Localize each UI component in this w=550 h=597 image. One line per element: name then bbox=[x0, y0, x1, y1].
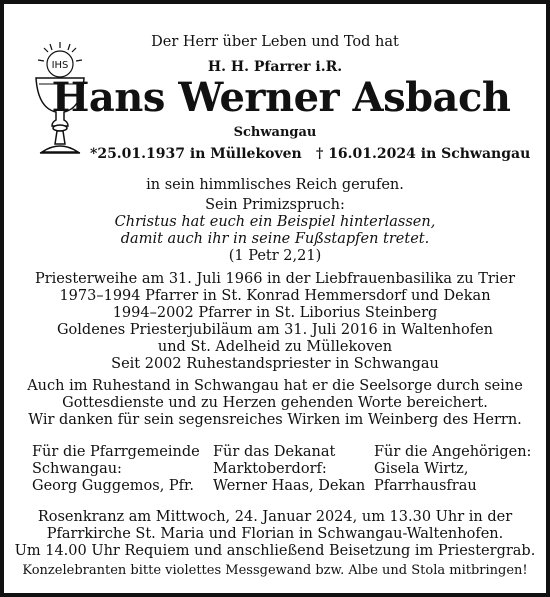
deceased-name: Hans Werner Asbach bbox=[51, 74, 511, 121]
tribute-line: Gottesdienste und zu Herzen gehenden Worte bereichert. bbox=[62, 395, 488, 411]
motto-quote-1: Christus hat euch ein Beispiel hinterlassen, bbox=[114, 214, 436, 230]
service-line: Um 14.00 Uhr Requiem und anschließend Beisetzung im Priestergrab. bbox=[14, 543, 536, 559]
career-line: 1994–2002 Pfarrer in St. Liborius Steinberg bbox=[112, 305, 438, 321]
tribute-line: Wir danken für sein segensreiches Wirken im Weinberg des Herrn. bbox=[28, 412, 522, 428]
signature-relatives: Für die Angehörigen: Gisela Wirtz, Pfarrhausfrau bbox=[374, 444, 532, 494]
service-block bbox=[4, 509, 546, 560]
concelebrant-note: Konzelebranten bitte violettes Messgewand bzw. Albe und Stola mitbringen! bbox=[22, 563, 528, 578]
motto-quote-2: damit auch ihr in seine Fußstapfen tretet. bbox=[120, 231, 430, 247]
birth-date: *25.01.1937 in Müllekoven bbox=[90, 146, 302, 162]
tribute-block bbox=[4, 378, 546, 429]
career-line: Goldenes Priesterjubiläum am 31. Juli 2016 in Waltenhofen bbox=[56, 322, 494, 338]
motto-block bbox=[4, 197, 546, 265]
motto-reference: (1 Petr 2,21) bbox=[228, 248, 322, 264]
career-line: Priesterweihe am 31. Juli 1966 in der Liebfrauenbasilika zu Trier bbox=[34, 271, 516, 287]
career-line: 1973–1994 Pfarrer in St. Konrad Hemmersdorf und Dekan bbox=[59, 288, 491, 304]
service-line: Rosenkranz am Mittwoch, 24. Januar 2024, um 13.30 Uhr in der bbox=[37, 509, 513, 525]
motto-heading: Sein Primizspruch: bbox=[205, 197, 345, 213]
signature-parish: Für die Pfarrgemeinde Schwangau: Georg Guggemos, Pfr. bbox=[32, 444, 200, 494]
title-line: H. H. Pfarrer i.R. bbox=[207, 59, 343, 75]
opening-line: Der Herr über Leben und Tod hat bbox=[151, 34, 399, 50]
signature-deanery: Für das Dekanat Marktoberdorf: Werner Haas, Dekan bbox=[213, 444, 366, 494]
host-inscription: IHS bbox=[51, 60, 69, 71]
career-block bbox=[4, 271, 546, 373]
place-line: Schwangau bbox=[233, 125, 317, 140]
service-line: Pfarrkirche St. Maria und Florian in Schwangau-Waltenhofen. bbox=[46, 526, 504, 542]
tribute-line: Auch im Ruhestand in Schwangau hat er die Seelsorge durch seine bbox=[27, 378, 523, 394]
death-date: † 16.01.2024 in Schwangau bbox=[316, 146, 531, 162]
called-line: in sein himmlisches Reich gerufen. bbox=[146, 177, 404, 193]
career-line: Seit 2002 Ruhestandspriester in Schwangau bbox=[111, 356, 439, 372]
career-line: und St. Adelheid zu Müllekoven bbox=[157, 339, 393, 355]
